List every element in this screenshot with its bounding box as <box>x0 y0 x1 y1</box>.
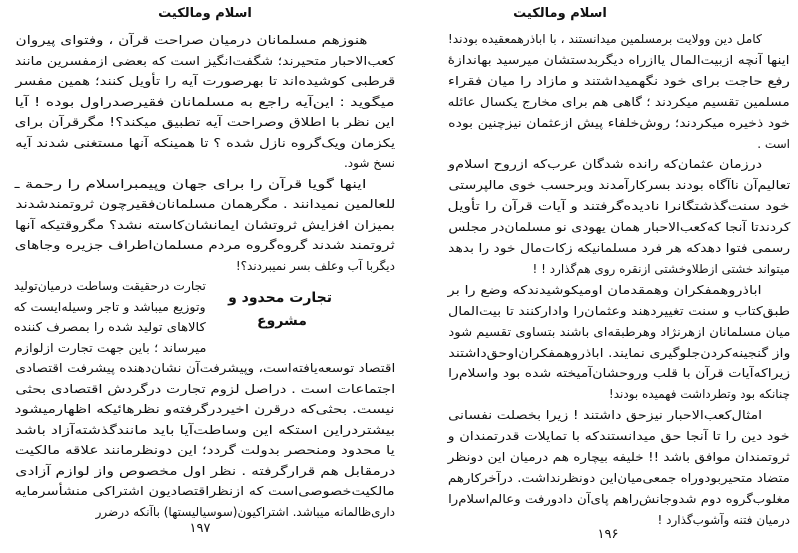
text-line-content: درمیان فتنه وآشوب‌گذارد ! <box>657 512 790 527</box>
text-line-content: تعالیم‌آن ناآگاه بودند بسرکارآمدند وبرحسب خوی مالپرستی <box>448 178 790 193</box>
text-line <box>448 448 790 466</box>
text-line-content: این نظر با اطلاق وصراحت آیه تطبیق میکند؟! مگرقرآن برای <box>15 115 395 129</box>
text-line-content: چنانکه بود وتطرداشت فهمیده بودند! <box>608 387 790 402</box>
text-line <box>14 277 206 295</box>
text-line <box>15 72 395 90</box>
text-line-content: نسخ شود. <box>343 156 395 170</box>
right-page-196 <box>400 0 798 553</box>
text-line <box>15 154 395 172</box>
text-line-content: است . <box>757 136 790 151</box>
text-line-content: دیگربا آب وعلف بسر نمیبردند؟! <box>235 258 395 273</box>
text-line-content: ثروتمندان موافق باشد !! خلیفه بیچاره هم درمیان این دونظر <box>448 450 790 464</box>
text-line <box>448 490 790 508</box>
page-title: اسلام ومالکیت <box>513 6 607 21</box>
text-line-content: اینها گویا قرآن را برای جهان وپیمبراسلام را رحمة ـ <box>15 176 367 191</box>
text-line-content: کالاهای تولید شده را بمصرف کننده <box>14 320 206 334</box>
text-line <box>448 51 790 69</box>
text-line-content: واز گنجینه‌کردن‌جلوگیری نمایند. اباذروهمفکران‌اوحق‌داشتند <box>448 345 790 360</box>
text-line <box>448 281 762 299</box>
text-line <box>448 302 790 320</box>
text-line <box>448 197 790 215</box>
text-line <box>15 134 395 152</box>
text-line-content: للعالمین نمیدانند . مگرهمان مسلمانان‌فقیرچون ثروتمندشدند <box>15 197 395 211</box>
text-line <box>448 323 790 341</box>
text-line-content: زیراکه‌آیات قرآن با قلب ورو‌حشان‌آمیخته شده بود واسلام‌را <box>448 366 790 381</box>
text-line <box>448 218 790 236</box>
side-heading-line-1: تجارت محدود و <box>228 290 332 306</box>
text-line <box>448 511 790 529</box>
text-line-content: ثروتمند شدند گروه‌گروه مردم مسلمان‌اطراف جزیره وجاهای <box>14 238 395 252</box>
text-line-content: طبق‌کتاب و سنت تغییردهند وعثمان‌را وادارکنند تا بیت‌المال <box>448 303 790 318</box>
text-line <box>14 298 206 316</box>
text-line-content: درزمان عثمان‌که رانده شدگان عرب‌که ازروح اسلام‌و <box>448 157 762 172</box>
text-line <box>448 260 790 278</box>
text-line-content: نیست. بحثی‌که درقرن اخیردرگرفته‌و نظرهائیکه اظهارمیشود <box>15 402 395 416</box>
text-line <box>15 503 395 521</box>
text-line-content: رسمی فتوا دهدکه هر فرد مسلمانیکه زکات‌مال خود را بدهد <box>447 241 790 255</box>
text-line <box>448 114 790 132</box>
text-line-content: اجتماعات است . دراصل لزوم تجارت درگردش اقتصادی بحثی <box>14 381 395 396</box>
text-line <box>15 359 395 377</box>
text-line <box>15 462 395 480</box>
side-heading-line-2: مشروع <box>257 313 307 329</box>
page-title: اسلام ومالکیت <box>158 6 252 21</box>
text-line <box>15 52 395 70</box>
text-line-content: مغلوب‌گروه دوم شدوجانش‌راهم پای‌آن دادورفت وعالم‌اسلام‌را <box>448 491 790 506</box>
text-line-content: میتواند خشتی ازطلاوخشتی ازنقره روی هم‌گذارد ! ! <box>532 261 790 276</box>
text-line <box>15 400 395 418</box>
text-line <box>448 176 790 194</box>
text-line <box>15 257 395 275</box>
text-line <box>448 30 762 48</box>
text-line <box>448 155 762 173</box>
text-line <box>15 31 367 49</box>
text-line-content: اقتصاد توسعه‌یافته‌است، وپیشرفت‌آن نشان‌دهنده پیشرفت اقتصادی <box>15 361 395 375</box>
text-line-content: خود سنت‌گذشتگانرا نادیده‌گرفتند و آیات قرآن را تأویل <box>448 199 790 214</box>
text-line-content: کردندتا آنجا که‌کعب‌الاحبار همان یهودی نو مسلمان‌در مجلس <box>448 220 790 235</box>
text-line <box>15 216 395 234</box>
text-line-content: تجارت درحقیقت وساطت درمیان‌تولید <box>14 279 206 293</box>
text-line-content: میان مسلمانان ازهرنژاد وهرطبقه‌ای باشند بتساوی تقسیم شود <box>448 324 790 339</box>
text-line-content: خود دین را تا آنجا حق میدانستندکه با تمایلات قدرتمندان و <box>448 429 790 444</box>
text-line <box>15 113 395 131</box>
text-line-content: یا محدود ومنحصر بدولت گردد؛ این دونظرمانند علاقه مالکیت <box>15 443 395 457</box>
text-line <box>15 482 395 500</box>
text-line-content: مسلمین تقسیم میکردند ؛ گاهی هم برای مخارج یکسال عائله <box>448 94 790 109</box>
text-line <box>448 344 790 362</box>
text-line <box>15 380 395 398</box>
text-line-content: مالکیت‌خصوصی‌است که ازنظراقتصادیون اشتراکی منشأسرمایه‌ <box>15 484 395 498</box>
page-number: ۱۹۶ <box>597 527 619 542</box>
text-line-content: هنوزهم مسلمانان درمیان صراحت قرآن ، وفتوای پیروان <box>15 33 367 47</box>
text-line <box>15 441 395 459</box>
text-line-content: یکزمان ویک‌گروه نازل شده ؟ تا همینکه آنها مستغنی شدند آیه <box>15 135 395 150</box>
text-line <box>15 236 395 254</box>
text-line-content: کامل دین وولایت برمسلمین میدانستند ، با اباذرهمعقیده بودند! <box>448 32 762 46</box>
text-line <box>448 135 790 153</box>
text-line <box>448 364 790 382</box>
text-line <box>448 406 762 424</box>
text-line-content: درمقابل هم قرارگرفته . نظر اول مخصوص واز لوازم آزادی <box>15 463 395 478</box>
text-line <box>15 175 367 193</box>
text-line <box>448 72 790 90</box>
text-line-content: قرطبی کوشیده‌اند تا بهرصورت آیه را تأویل کنند؛ همین مفسر <box>14 74 395 88</box>
text-line-content: امثال‌کعب‌الاحبار نیزحق داشتند ! زیرا بخصلت نفسانی <box>448 408 762 423</box>
text-line <box>14 318 206 336</box>
text-line-content: کعب‌الاحبار متحیرند؛ شگفت‌انگیز است که بعضی ازمفسرین مانند <box>15 53 395 68</box>
text-line <box>448 469 790 487</box>
text-line <box>15 421 395 439</box>
page-number: ۱۹۷ <box>189 521 211 536</box>
text-line-content: خود ذخیره میکردند؛ روش‌خلفاء پیش ازعثمان نیزچنین بوده <box>448 115 790 130</box>
text-line-content: میرساند ؛ باین جهت تجارت ازلوازم <box>14 340 206 355</box>
text-line <box>448 239 790 257</box>
text-line <box>448 427 790 445</box>
text-line <box>15 93 395 111</box>
text-line-content: رفع حاجت برای خود نگهمیداشتند و مازاد را میان فقراء <box>448 73 790 88</box>
text-line-content: بمیزان افزایش ثروتشان ایمانشان‌کاسته نشد؟ مگروقتیکه آنها <box>15 217 395 232</box>
text-line <box>448 93 790 111</box>
text-line <box>14 339 206 357</box>
text-line-content: وتوزیع میباشد و تاجر وسیله‌ایست که <box>14 299 206 314</box>
text-line-content: میگوید : این‌آیه راجع به مسلمانان فقیرصدراول بوده ! آیا <box>15 94 395 109</box>
text-line-content: اباذروهمفکران وهمقدمان اومیکوشیدندکه وضع را بر <box>448 282 762 297</box>
text-line-content: داری‌ظالمانه میباشد. اشتراکیون(سوسیالیستها) باآنکه درضرر <box>95 504 395 519</box>
text-line <box>15 195 395 213</box>
text-line-content: اینها آنچه ازبیت‌المال یاازراه دیگربدستشان میرسید بهاندازهٔ <box>448 52 790 67</box>
text-line-content: بیشتردراین استکه این وساطت‌آیا باید مانندگذشته‌آزاد باشد <box>15 422 395 437</box>
text-line <box>448 385 790 403</box>
text-line-content: متضاد متحیربودوراه جمعی‌میان‌این دونظرنداشت. درآخرکارهم <box>448 470 790 485</box>
